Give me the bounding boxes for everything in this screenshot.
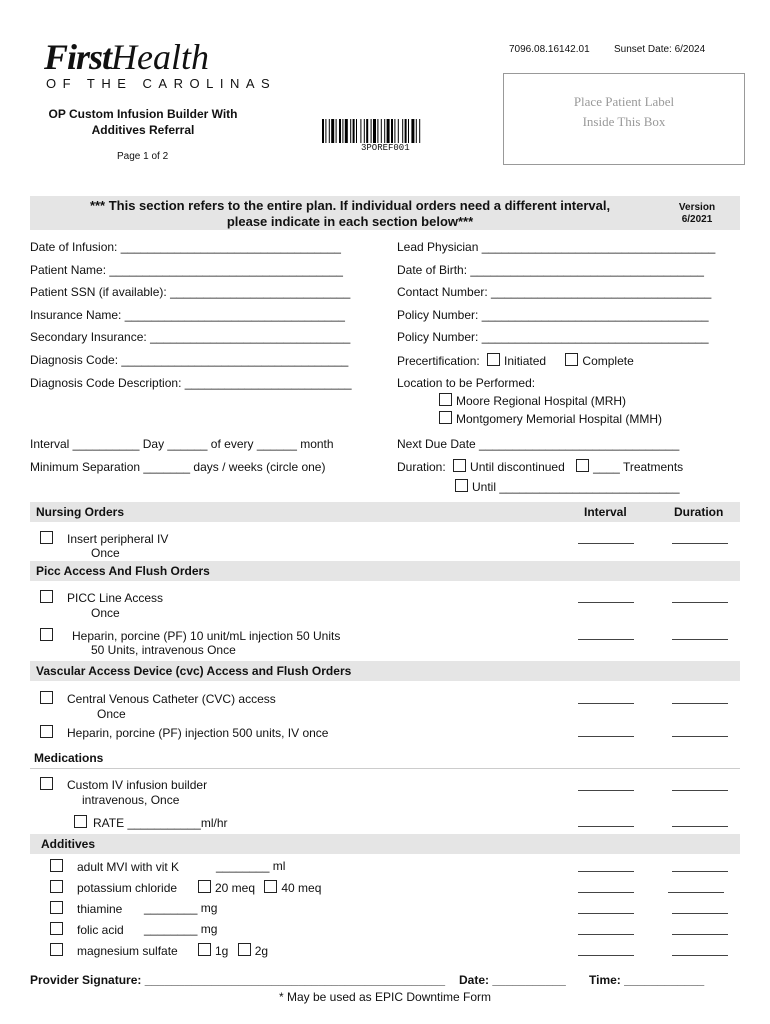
date-of-birth-field[interactable]: Date of Birth: ___________________________________ (397, 263, 704, 277)
cvc-access-interval-blank[interactable] (578, 703, 634, 704)
picc-access-interval-blank[interactable] (578, 602, 634, 603)
treatments-label: ____ Treatments (593, 460, 684, 474)
heparin-10-checkbox[interactable] (40, 628, 53, 641)
barcode-bar (381, 119, 382, 143)
additive-folic-interval-blank[interactable] (578, 934, 634, 935)
custom-iv-label: Custom IV infusion builder (67, 778, 208, 792)
barcode-bar (325, 119, 326, 143)
additive-folic-row (50, 922, 124, 937)
insert-iv-interval-blank[interactable] (578, 543, 634, 544)
medications-divider (30, 768, 740, 769)
version-value: 6/2021 (681, 214, 713, 225)
diagnosis-code-field[interactable]: Diagnosis Code: __________________________________ (30, 353, 349, 367)
barcode-bar (360, 119, 361, 143)
barcode-bar (408, 119, 409, 143)
secondary-insurance-field[interactable]: Secondary Insurance: ______________________________ (30, 330, 351, 344)
section-picc-title: Picc Access And Flush Orders (36, 564, 210, 578)
section-medications-title: Medications (34, 751, 104, 765)
barcode-bar (342, 119, 343, 143)
additive-thiamine-duration-blank[interactable] (672, 913, 728, 914)
rate-duration-blank[interactable] (672, 826, 728, 827)
patient-ssn-field[interactable]: Patient SSN (if available): ___________________________ (30, 285, 351, 299)
duration-label: Duration: (397, 460, 446, 474)
barcode-bar (402, 119, 403, 143)
barcode-bar (416, 119, 417, 143)
heparin-10-interval-blank[interactable] (578, 639, 634, 640)
heparin-10-duration-blank[interactable] (672, 639, 728, 640)
until-row (455, 479, 680, 494)
logo-health: Health (111, 37, 210, 77)
barcode-bar (331, 119, 334, 143)
insert-iv-row (40, 531, 168, 546)
additive-thiamine-row (50, 901, 122, 916)
barcode-bar (398, 119, 399, 143)
insurance-name-field[interactable]: Insurance Name: _________________________________ (30, 308, 345, 322)
precertification-row (397, 353, 634, 368)
precert-complete-checkbox[interactable] (565, 353, 578, 366)
barcode-bar (345, 119, 348, 143)
location-mmh-checkbox[interactable] (439, 411, 452, 424)
additive-magnesium-interval-blank[interactable] (578, 955, 634, 956)
version-label: Version (678, 202, 716, 213)
signature-date-field[interactable]: Date: ___________ (459, 973, 566, 987)
additive-mvi-duration-blank[interactable] (672, 871, 728, 872)
location-mrh-checkbox[interactable] (439, 393, 452, 406)
additive-folic-duration-blank[interactable] (672, 934, 728, 935)
additive-kcl-label: potassium chloride (77, 881, 178, 895)
additive-kcl-duration-blank[interactable] (668, 892, 724, 893)
minimum-separation-field[interactable]: Minimum Separation _______ days / weeks (circle one) (30, 460, 326, 474)
date-of-infusion-field[interactable]: Date of Infusion: _________________________________ (30, 240, 341, 254)
barcode-bar (405, 119, 407, 143)
location-mmh-label: Montgomery Memorial Hospital (MMH) (456, 412, 663, 426)
kcl-40meq-label: 40 meq (281, 881, 322, 895)
heparin-10-label: Heparin, porcine (PF) 10 unit/mL injection 50 Units (72, 629, 341, 643)
kcl-20meq-label: 20 meq (215, 881, 256, 895)
picc-access-label: PICC Line Access (67, 591, 164, 605)
logo-subtitle: OF THE CAROLINAS (46, 76, 277, 91)
precertification-label: Precertification: (397, 354, 480, 368)
location-mrh-row (439, 393, 626, 408)
barcode-bar (387, 119, 390, 143)
barcode-bar (419, 119, 420, 143)
precert-complete-label: Complete (582, 354, 634, 368)
notice-line1: *** This section refers to the entire plan. If individual orders need a different interval, (89, 198, 611, 213)
additive-mvi-checkbox[interactable] (50, 859, 63, 872)
duration-column-header: Duration (674, 505, 724, 519)
location-label: Location to be Performed: (397, 376, 536, 390)
barcode-bar (411, 119, 414, 143)
custom-iv-duration-blank[interactable] (672, 790, 728, 791)
lead-physician-field[interactable]: Lead Physician ___________________________________ (397, 240, 716, 254)
section-vad (30, 661, 740, 681)
until-label: Until ___________________________ (472, 480, 680, 494)
interval-column-header: Interval (584, 505, 627, 519)
heparin-10-detail: 50 Units, intravenous Once (91, 643, 236, 657)
barcode-bar (373, 119, 376, 143)
signature-time-field[interactable]: Time: ____________ (589, 973, 705, 987)
provider-signature-field[interactable]: Provider Signature: _____________________________________________ (30, 973, 446, 987)
additive-folic-amount[interactable]: ________ mg (144, 922, 218, 936)
cvc-access-checkbox[interactable] (40, 691, 53, 704)
additive-kcl-checkbox[interactable] (50, 880, 63, 893)
magnesium-options (198, 943, 268, 958)
barcode-bar (377, 119, 378, 143)
additive-mvi-row (50, 859, 179, 874)
downtime-note: * May be used as EPIC Downtime Form (278, 990, 492, 1004)
kcl-20meq-checkbox[interactable] (198, 880, 211, 893)
rate-checkbox[interactable] (74, 815, 87, 828)
label-box-line2: Inside This Box (582, 114, 666, 129)
rate-row (74, 815, 228, 830)
heparin-500-checkbox[interactable] (40, 725, 53, 738)
cvc-access-row (40, 691, 276, 706)
notice-line2: please indicate in each section below*** (226, 214, 474, 229)
additive-thiamine-label: thiamine (77, 902, 123, 916)
logo (44, 36, 209, 78)
additive-magnesium-duration-blank[interactable] (672, 955, 728, 956)
policy-number-field-2[interactable]: Policy Number: __________________________________ (397, 330, 709, 344)
section-vad-title: Vascular Access Device (cvc) Access and Flush Orders (36, 664, 352, 678)
additive-magnesium-row (50, 943, 178, 958)
mag-1g-label: 1g (215, 944, 229, 958)
precert-initiated-label: Initiated (504, 354, 547, 368)
sunset-date: Sunset Date: 6/2024 (614, 44, 706, 55)
custom-iv-checkbox[interactable] (40, 777, 53, 790)
additive-magnesium-checkbox[interactable] (50, 943, 63, 956)
document-code: 7096.08.16142.01 (509, 44, 590, 55)
barcode-bar (350, 119, 351, 143)
additive-mvi-label: adult MVI with vit K (77, 860, 180, 874)
custom-iv-interval-blank[interactable] (578, 790, 634, 791)
barcode-bar (394, 119, 395, 143)
location-mmh-row (439, 411, 662, 426)
barcode-bar (322, 119, 324, 143)
heparin-500-row (40, 725, 328, 740)
barcode-bar (329, 119, 330, 143)
duration-row (397, 459, 683, 474)
cvc-access-duration-blank[interactable] (672, 703, 728, 704)
insert-iv-label: Insert peripheral IV (67, 532, 169, 546)
cvc-access-label: Central Venous Catheter (CVC) access (67, 692, 276, 706)
location-mrh-label: Moore Regional Hospital (MRH) (456, 394, 627, 408)
barcode-bar (353, 119, 355, 143)
additive-kcl-row (50, 880, 177, 895)
insert-iv-frequency: Once (91, 546, 120, 560)
barcode-bar (384, 119, 385, 143)
barcode-bar (336, 119, 337, 143)
picc-access-checkbox[interactable] (40, 590, 53, 603)
barcode (322, 119, 458, 143)
diagnosis-description-field[interactable]: Diagnosis Code Description: _________________________ (30, 376, 352, 390)
additive-kcl-interval-blank[interactable] (578, 892, 634, 893)
section-additives (30, 834, 740, 854)
barcode-bar (356, 119, 357, 143)
barcode-bar (364, 119, 365, 143)
form-title-line1: OP Custom Infusion Builder With (48, 107, 238, 121)
contact-number-field[interactable]: Contact Number: _________________________________ (397, 285, 712, 299)
interval-field[interactable]: Interval __________ Day ______ of every ______ month (30, 437, 334, 451)
barcode-bar (371, 119, 372, 143)
page-number: Page 1 of 2 (117, 151, 169, 162)
form-title-line2: Additives Referral (91, 123, 195, 137)
logo-first: First (44, 37, 112, 77)
insert-iv-checkbox[interactable] (40, 531, 53, 544)
section-nursing-orders (30, 502, 740, 522)
section-nursing-orders-title: Nursing Orders (36, 505, 125, 519)
picc-access-duration-blank[interactable] (672, 602, 728, 603)
picc-access-row (40, 590, 163, 605)
mag-1g-checkbox[interactable] (198, 943, 211, 956)
custom-iv-row (40, 777, 207, 792)
additive-thiamine-amount[interactable]: ________ mg (144, 901, 218, 915)
until-discontinued-checkbox[interactable] (453, 459, 466, 472)
label-box-line1: Place Patient Label (573, 94, 675, 109)
additive-thiamine-interval-blank[interactable] (578, 913, 634, 914)
picc-access-frequency: Once (91, 606, 120, 620)
additive-magnesium-label: magnesium sulfate (77, 944, 178, 958)
additive-folic-label: folic acid (77, 923, 124, 937)
treatments-checkbox[interactable] (576, 459, 589, 472)
heparin-500-duration-blank[interactable] (672, 736, 728, 737)
barcode-bar (366, 119, 368, 143)
until-discontinued-label: Until discontinued (470, 460, 565, 474)
heparin-10-row (40, 628, 340, 643)
kcl-options (198, 880, 321, 895)
insert-iv-duration-blank[interactable] (672, 543, 728, 544)
barcode-text: 3POREF001 (361, 143, 410, 153)
mag-2g-checkbox[interactable] (238, 943, 251, 956)
section-additives-title: Additives (41, 837, 96, 851)
heparin-500-label: Heparin, porcine (PF) injection 500 units, IV once (67, 726, 329, 740)
mag-2g-label: 2g (254, 944, 269, 958)
custom-iv-detail: intravenous, Once (82, 793, 180, 807)
precert-initiated-checkbox[interactable] (487, 353, 500, 366)
rate-interval-blank[interactable] (578, 826, 634, 827)
kcl-40meq-checkbox[interactable] (264, 880, 277, 893)
policy-number-field[interactable]: Policy Number: __________________________________ (397, 308, 709, 322)
section-picc (30, 561, 740, 581)
cvc-access-frequency: Once (97, 707, 126, 721)
additive-folic-checkbox[interactable] (50, 922, 63, 935)
heparin-500-interval-blank[interactable] (578, 736, 634, 737)
barcode-bar (339, 119, 341, 143)
additive-thiamine-checkbox[interactable] (50, 901, 63, 914)
patient-label-box (503, 73, 745, 165)
rate-label[interactable]: RATE ___________ml/hr (93, 816, 228, 830)
additive-mvi-interval-blank[interactable] (578, 871, 634, 872)
patient-name-field[interactable]: Patient Name: ___________________________________ (30, 263, 343, 277)
additive-mvi-amount[interactable]: ________ ml (216, 859, 286, 873)
until-checkbox[interactable] (455, 479, 468, 492)
next-due-date-field[interactable]: Next Due Date ______________________________ (397, 437, 680, 451)
barcode-bar (391, 119, 393, 143)
